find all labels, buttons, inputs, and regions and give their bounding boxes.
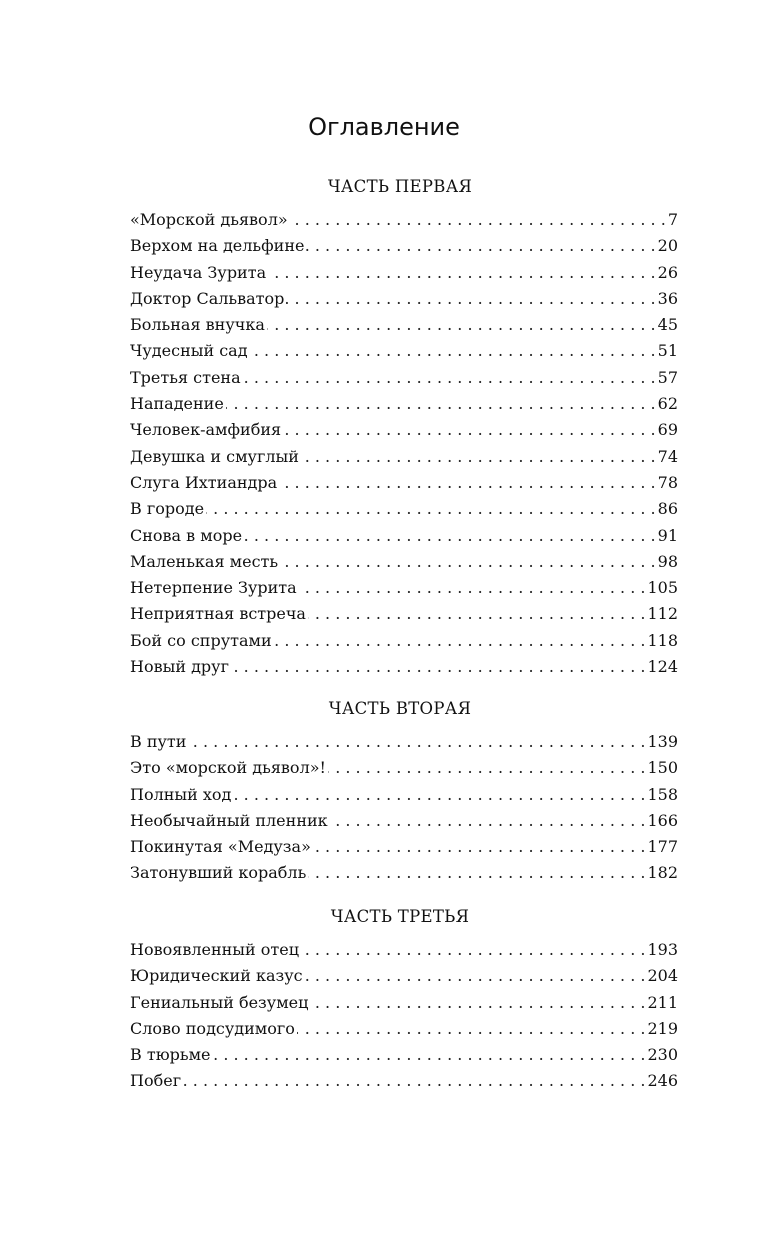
toc-entry <box>130 1045 678 1071</box>
toc-entry-title: В пути <box>130 732 187 751</box>
toc-entry-page-number: 7 <box>667 210 678 229</box>
toc-entry <box>130 732 678 758</box>
toc-entry-title: Нетерпение Зурита <box>130 578 297 598</box>
dot-leader <box>283 420 656 439</box>
toc-entry <box>130 863 678 889</box>
toc-entry <box>130 811 678 837</box>
toc-entry-title: Неудача Зурита <box>130 262 267 282</box>
toc-entry-page-number: 139 <box>647 732 678 751</box>
toc-entry <box>130 341 678 367</box>
toc-list <box>130 940 678 1098</box>
dot-leader <box>328 758 646 777</box>
toc-entry-page-number: 246 <box>647 1071 678 1091</box>
toc-entry-title: Верхом на дельфине <box>130 236 305 256</box>
toc-entry-title: Третья стена <box>130 367 241 387</box>
toc-entry-page-number: 182 <box>647 863 678 883</box>
toc-entry-page-number: 98 <box>657 551 678 571</box>
dot-leader <box>310 993 645 1012</box>
toc-entry <box>130 499 678 525</box>
toc-entry <box>130 447 678 473</box>
toc-entry <box>130 394 678 420</box>
toc-entry <box>130 631 678 657</box>
dot-leader <box>213 1045 646 1064</box>
toc-entry-title: Юридический казус <box>130 966 303 986</box>
dot-leader <box>243 368 656 387</box>
toc-entry-title: Нападение <box>130 394 224 414</box>
toc-entry-page-number: 230 <box>647 1045 678 1065</box>
dot-leader <box>290 210 666 229</box>
toc-entry-page-number: 20 <box>657 236 678 256</box>
toc-entry-title: Новый друг <box>130 657 229 677</box>
dot-leader <box>308 863 645 882</box>
toc-part-3 <box>130 905 678 1098</box>
toc-entry-title: Чудесный сад <box>130 341 248 361</box>
toc-entry-page-number: 112 <box>647 604 678 624</box>
toc-entry <box>130 604 678 630</box>
toc-entry-title: Гениальный безумец <box>130 992 309 1012</box>
toc-entry <box>130 993 678 1019</box>
toc-entry-title: Девушка и смуглый <box>130 446 299 466</box>
toc-entry-page-number: 166 <box>647 810 678 830</box>
toc-entry-page-number: 158 <box>647 784 678 804</box>
toc-entry-page-number: 62 <box>657 394 678 414</box>
toc-entry-title: Маленькая месть <box>130 551 279 571</box>
dot-leader <box>301 447 656 466</box>
toc-entry-title: Больная внучка <box>130 315 265 335</box>
toc-entry <box>130 1071 678 1097</box>
toc-entry <box>130 578 678 604</box>
dot-leader <box>268 263 656 282</box>
dot-leader <box>226 394 656 413</box>
toc-entry-page-number: 211 <box>647 992 678 1012</box>
toc-entry <box>130 785 678 811</box>
toc-entry-page-number: 74 <box>657 446 678 466</box>
toc-entry <box>130 473 678 499</box>
toc-list <box>130 732 678 890</box>
toc-entry <box>130 758 678 784</box>
toc-part-2 <box>130 697 678 890</box>
dot-leader <box>244 526 656 545</box>
toc-entry-page-number: 193 <box>647 940 678 959</box>
dot-leader <box>286 289 655 308</box>
toc-entry-title: Человек-амфибия <box>130 420 282 440</box>
dot-leader <box>250 341 656 360</box>
toc-entry-title: Необычайный пленник <box>130 810 328 830</box>
dot-leader <box>231 657 645 676</box>
page-title: Оглавление <box>308 113 460 141</box>
dot-leader <box>306 236 655 255</box>
toc-entry <box>130 1019 678 1045</box>
dot-leader <box>313 837 646 856</box>
toc-entry-page-number: 91 <box>657 525 678 545</box>
dot-leader <box>308 604 645 623</box>
dot-leader <box>280 552 656 571</box>
toc-entry <box>130 552 678 578</box>
toc-entry-title: Доктор Сальватор <box>130 288 285 308</box>
toc-entry-title: Это «морской дьявол»! <box>130 758 326 778</box>
toc-entry-title: Снова в море <box>130 525 243 545</box>
toc-entry <box>130 236 678 262</box>
toc-part-1 <box>130 175 678 683</box>
toc-entry-title: Слово подсудимого <box>130 1018 295 1038</box>
toc-entry-title: Новоявленный отец <box>130 940 300 959</box>
dot-leader <box>297 1019 646 1038</box>
toc-entry <box>130 657 678 683</box>
dot-leader <box>233 785 645 804</box>
toc-entry-page-number: 57 <box>657 367 678 387</box>
toc-entry-page-number: 124 <box>647 657 678 677</box>
dot-leader <box>299 578 646 597</box>
dot-leader <box>188 732 645 751</box>
toc-entry-page-number: 105 <box>647 578 678 598</box>
toc-entry-page-number: 150 <box>647 758 678 778</box>
dot-leader <box>330 811 646 830</box>
part-heading: ЧАСТЬ ТРЕТЬЯ <box>330 907 470 926</box>
toc-entry-page-number: 118 <box>647 630 678 650</box>
toc-entry <box>130 289 678 315</box>
toc-entry-title: Неприятная встреча <box>130 604 306 624</box>
toc-entry <box>130 210 678 236</box>
dot-leader <box>206 499 656 518</box>
toc-list <box>130 210 678 683</box>
dot-leader <box>305 966 646 985</box>
toc-entry-page-number: 26 <box>657 262 678 282</box>
toc-entry-title: «Морской дьявол» <box>130 210 288 229</box>
toc-entry <box>130 526 678 552</box>
toc-entry-page-number: 219 <box>647 1018 678 1038</box>
toc-entry-page-number: 86 <box>657 499 678 519</box>
toc-entry-title: В тюрьме <box>130 1045 211 1065</box>
toc-entry <box>130 420 678 446</box>
toc-entry <box>130 263 678 289</box>
toc-entry-title: Затонувший корабль <box>130 863 307 883</box>
toc-entry <box>130 315 678 341</box>
toc-entry-page-number: 36 <box>657 288 678 308</box>
toc-entry-page-number: 45 <box>657 315 678 335</box>
toc-entry-title: Слуга Ихтиандра <box>130 472 278 492</box>
toc-entry-title: Покинутая «Медуза» <box>130 837 311 857</box>
part-heading: ЧАСТЬ ВТОРАЯ <box>328 699 472 718</box>
dot-leader <box>267 315 656 334</box>
toc-entry-title: Бой со спрутами <box>130 630 272 650</box>
toc-entry <box>130 368 678 394</box>
toc-entry <box>130 940 678 966</box>
dot-leader <box>183 1071 645 1090</box>
toc-entry-page-number: 78 <box>657 472 678 492</box>
toc-entry-title: Побег <box>130 1071 182 1091</box>
toc-entry <box>130 837 678 863</box>
part-heading: ЧАСТЬ ПЕРВАЯ <box>327 177 473 196</box>
toc-entry-page-number: 51 <box>657 341 678 361</box>
toc-entry-page-number: 69 <box>657 420 678 440</box>
dot-leader <box>274 631 646 650</box>
toc-entry-title: В городе <box>130 499 205 519</box>
dot-leader <box>301 940 645 959</box>
dot-leader <box>279 473 655 492</box>
toc-entry <box>130 966 678 992</box>
toc-entry-title: Полный ход <box>130 784 232 804</box>
toc-entry-page-number: 204 <box>647 966 678 986</box>
toc-entry-page-number: 177 <box>647 837 678 857</box>
